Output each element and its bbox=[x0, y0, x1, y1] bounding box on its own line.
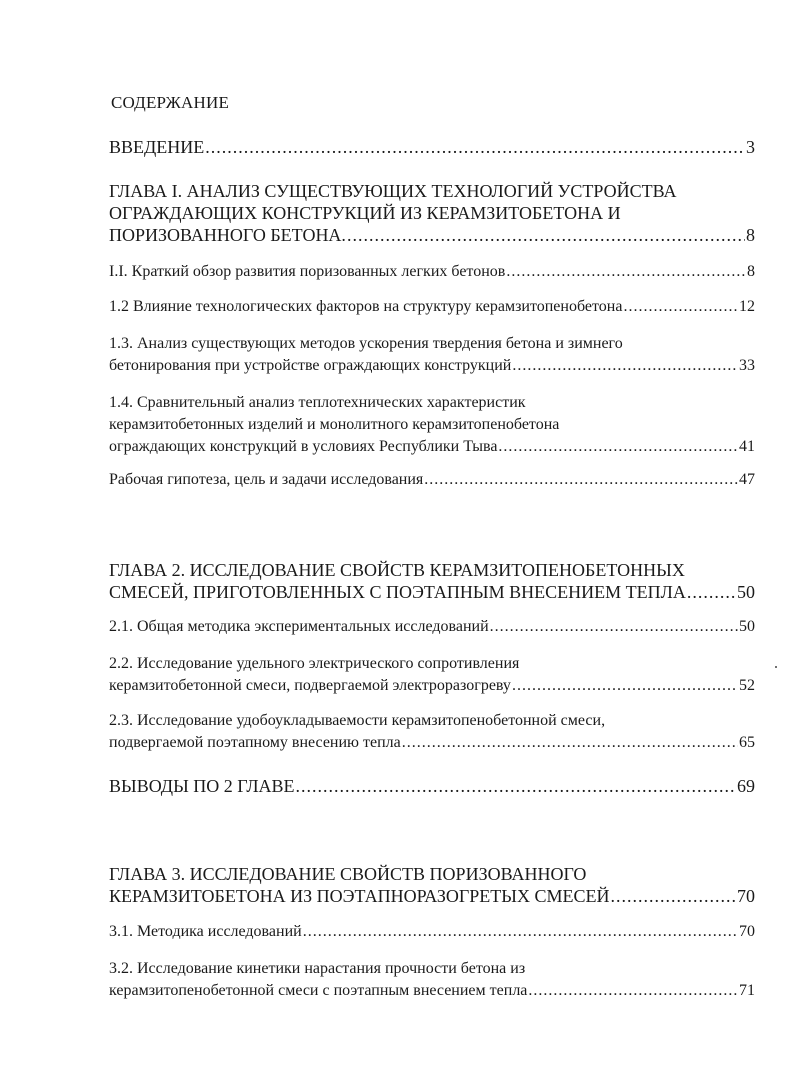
toc-entry-section-3-1[interactable] bbox=[109, 921, 755, 943]
toc-entry-line: 1.4. Сравнительный анализ теплотехнических характеристик bbox=[109, 394, 526, 411]
leader-dots bbox=[610, 885, 736, 907]
toc-page-number: 50 bbox=[739, 618, 755, 635]
toc-entry-title: подвергаемой поэтапному внесению тепла bbox=[109, 734, 401, 751]
toc-entry-chapter-2[interactable] bbox=[109, 559, 755, 603]
toc-entry-section-1-3[interactable] bbox=[109, 333, 755, 377]
toc-entry-title: I.I. Краткий обзор развития поризованных легких бетонов bbox=[109, 263, 506, 280]
toc-page-number: 70 bbox=[737, 886, 755, 906]
toc-entry-section-1-1[interactable] bbox=[109, 261, 755, 283]
leader-dots bbox=[512, 355, 738, 377]
toc-entry-title: керамзитобетонной смеси, подвергаемой электроразогреву bbox=[109, 677, 511, 694]
toc-entry-section-2-2[interactable] bbox=[109, 653, 755, 697]
toc-entry-section-2-3[interactable] bbox=[109, 710, 755, 754]
toc-page-number: 33 bbox=[739, 357, 755, 374]
scan-speck bbox=[775, 666, 777, 668]
toc-entry-line: 3.2. Исследование кинетики нарастания прочности бетона из bbox=[109, 960, 526, 977]
leader-dots bbox=[303, 921, 738, 943]
toc-entry-line: 2.2. Исследование удельного электрического сопротивления bbox=[109, 655, 520, 672]
leader-dots bbox=[687, 581, 736, 603]
leader-dots bbox=[498, 436, 738, 458]
toc-heading: СОДЕРЖАНИЕ bbox=[111, 93, 230, 112]
toc-entry-introduction[interactable] bbox=[109, 136, 755, 158]
toc-entry-title: КЕРАМЗИТОБЕТОНА ИЗ ПОЭТАПНОРАЗОГРЕТЫХ СМЕСЕЙ bbox=[109, 886, 610, 906]
leader-dots bbox=[205, 136, 745, 158]
toc-entry-title: бетонирования при устройстве ограждающих конструкций bbox=[109, 357, 512, 374]
toc-page-number: 3 bbox=[746, 137, 755, 157]
toc-page-number: 69 bbox=[737, 776, 755, 796]
leader-dots bbox=[512, 675, 738, 697]
toc-entry-chapter-3[interactable] bbox=[109, 863, 755, 907]
leader-dots bbox=[347, 224, 745, 246]
leader-dots bbox=[296, 775, 736, 797]
toc-entry-title: 3.1. Методика исследований bbox=[109, 923, 302, 940]
toc-page-number: 65 bbox=[739, 734, 755, 751]
toc-entry-title: Рабочая гипотеза, цель и задачи исследования bbox=[109, 471, 424, 488]
toc-entry-chapter-1[interactable] bbox=[109, 180, 755, 246]
toc-entry-hypothesis[interactable] bbox=[109, 469, 755, 491]
toc-entry-section-1-4[interactable] bbox=[109, 392, 755, 458]
toc-entry-title: ВЫВОДЫ ПО 2 ГЛАВЕ bbox=[109, 776, 295, 796]
toc-page-number: 8 bbox=[746, 225, 755, 245]
toc-entry-line: 2.3. Исследование удобоукладываемости керамзитопенобетонной смеси, bbox=[109, 712, 606, 729]
leader-dots bbox=[623, 296, 738, 318]
toc-entry-title: 1.2 Влияние технологических факторов на структуру керамзитопенобетона bbox=[109, 298, 623, 315]
toc-page-number: 8 bbox=[747, 263, 755, 280]
toc-page-number: 41 bbox=[739, 438, 755, 455]
leader-dots bbox=[490, 616, 738, 638]
leader-dots bbox=[528, 980, 738, 1002]
toc-page-number: 47 bbox=[739, 471, 755, 488]
toc-entry-line: 1.3. Анализ существующих методов ускорения твердения бетона и зимнего bbox=[109, 335, 623, 352]
leader-dots bbox=[402, 732, 738, 754]
toc-page-number: 12 bbox=[739, 298, 755, 315]
toc-entry-title: 2.1. Общая методика экспериментальных исследований bbox=[109, 618, 489, 635]
toc-entry-title: ПОРИЗОВАННОГО БЕТОНА. bbox=[109, 225, 346, 245]
toc-entry-section-2-1[interactable] bbox=[109, 616, 755, 638]
toc-entry-title: ВВЕДЕНИЕ bbox=[109, 137, 205, 157]
toc-entry-title: керамзитопенобетонной смеси с поэтапным внесением тепла bbox=[109, 982, 528, 999]
toc-entry-line: ОГРАЖДАЮЩИХ КОНСТРУКЦИЙ ИЗ КЕРАМЗИТОБЕТОНА И bbox=[109, 203, 621, 223]
toc-page-number: 50 bbox=[737, 582, 755, 602]
toc-page-number: 52 bbox=[739, 677, 755, 694]
toc-entry-section-1-2[interactable] bbox=[109, 296, 755, 318]
toc-page-number: 71 bbox=[739, 982, 755, 999]
toc-entry-conclusions-2[interactable] bbox=[109, 775, 755, 797]
toc-entry-title: СМЕСЕЙ, ПРИГОТОВЛЕННЫХ С ПОЭТАПНЫМ ВНЕСЕНИЕМ ТЕПЛА bbox=[109, 582, 686, 602]
toc-entry-line: керамзитобетонных изделий и монолитного керамзитопенобетона bbox=[109, 416, 560, 433]
leader-dots bbox=[424, 469, 738, 491]
toc-entry-line: ГЛАВА I. АНАЛИЗ СУЩЕСТВУЮЩИХ ТЕХНОЛОГИЙ УСТРОЙСТВА bbox=[109, 181, 677, 201]
leader-dots bbox=[506, 261, 746, 283]
toc-entry-line: ГЛАВА 3. ИССЛЕДОВАНИЕ СВОЙСТВ ПОРИЗОВАННОГО bbox=[109, 864, 587, 884]
toc-entry-line: ГЛАВА 2. ИССЛЕДОВАНИЕ СВОЙСТВ КЕРАМЗИТОПЕНОБЕТОННЫХ bbox=[109, 560, 685, 580]
toc-entry-title: ограждающих конструкций в условиях Республики Тыва bbox=[109, 438, 498, 455]
toc-entry-section-3-2[interactable] bbox=[109, 958, 755, 1002]
toc-page-number: 70 bbox=[739, 923, 755, 940]
